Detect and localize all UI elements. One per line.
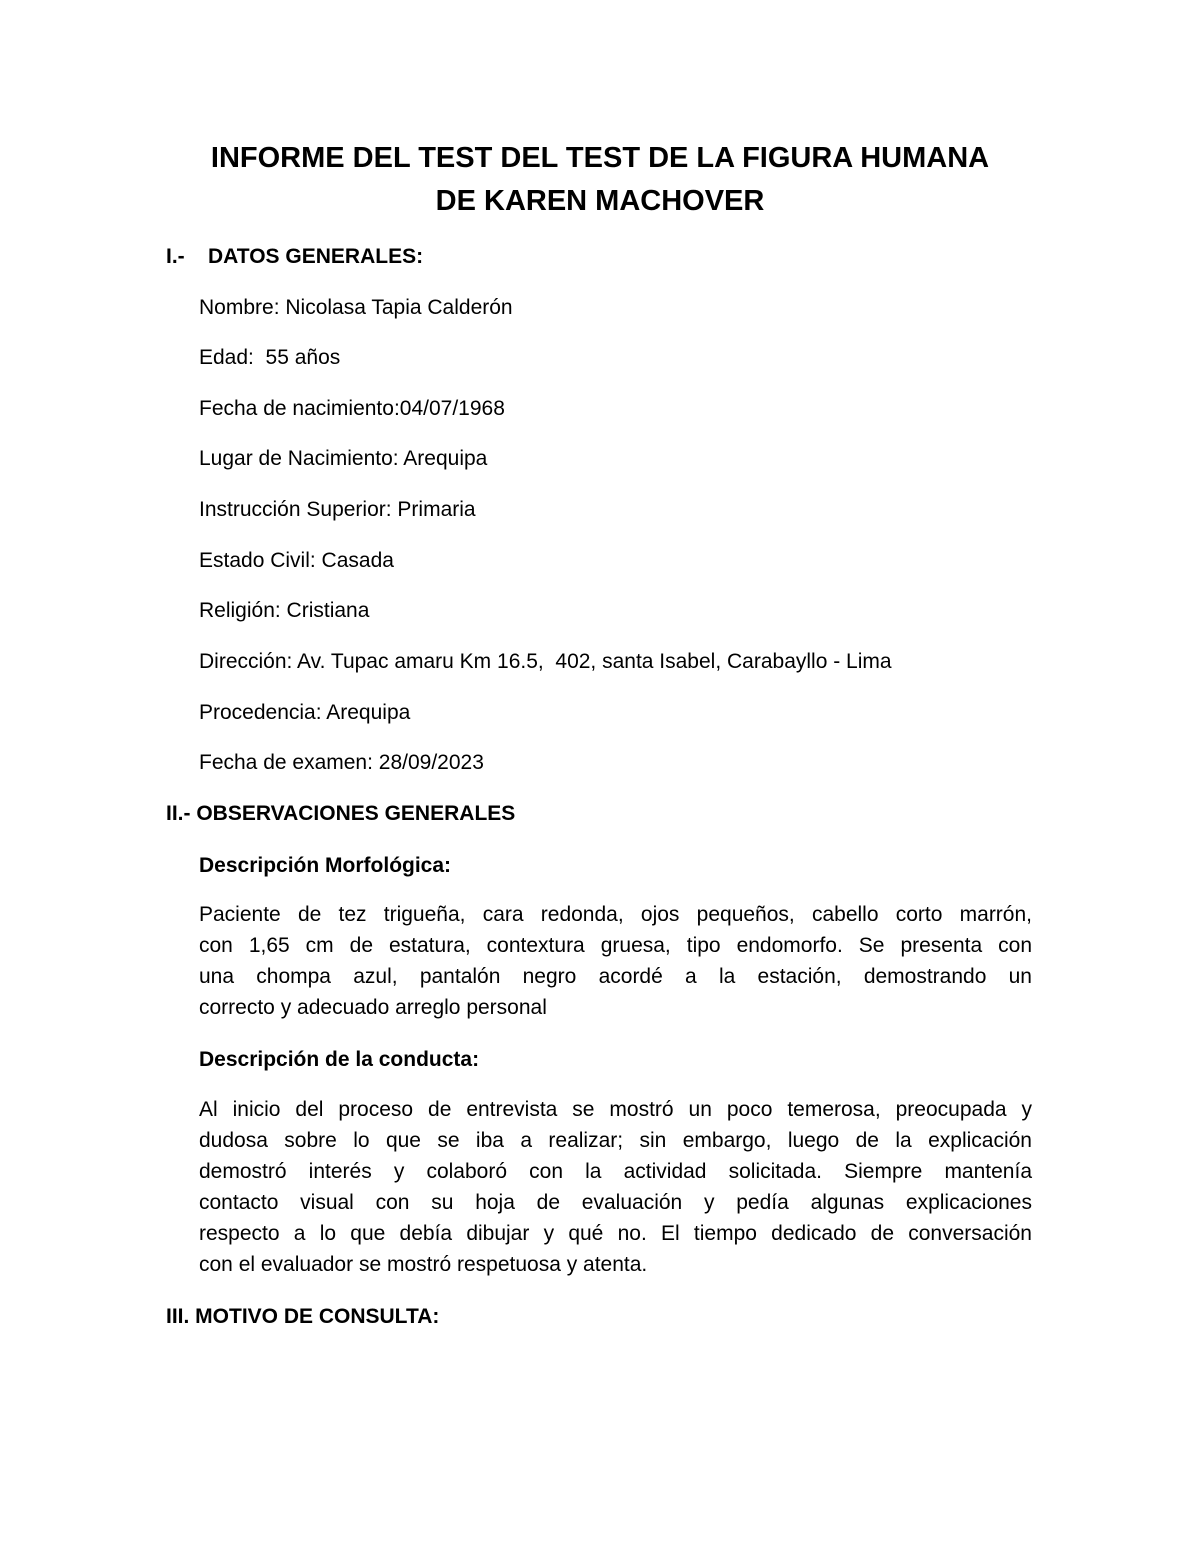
subheading-morfologica: Descripción Morfológica: <box>199 854 452 877</box>
paragraph-line: una chompa azul, pantalón negro acordé a la estación, demostrando un <box>199 965 1032 988</box>
field-fecha-examen: Fecha de examen: 28/09/2023 <box>199 751 484 774</box>
paragraph-line: respecto a lo que debía dibujar y qué no. El tiempo dedicado de conversación <box>199 1222 1032 1245</box>
field-edad: Edad: 55 años <box>199 346 341 369</box>
paragraph-line: con 1,65 cm de estatura, contextura gruesa, tipo endomorfo. Se presenta con <box>199 934 1032 957</box>
section-title: DATOS GENERALES: <box>208 245 424 268</box>
field-procedencia: Procedencia: Arequipa <box>199 701 411 724</box>
paragraph-morfologica <box>199 899 1032 1023</box>
field-instruccion: Instrucción Superior: Primaria <box>199 498 476 521</box>
document-title-line-2: DE KAREN MACHOVER <box>435 185 765 217</box>
field-estado-civil: Estado Civil: Casada <box>199 549 394 572</box>
paragraph-line: Al inicio del proceso de entrevista se mostró un poco temerosa, preocupada y <box>199 1098 1032 1121</box>
section-heading-motivo-consulta: III. MOTIVO DE CONSULTA: <box>166 1305 440 1328</box>
paragraph-line: correcto y adecuado arreglo personal <box>199 996 547 1019</box>
subheading-conducta: Descripción de la conducta: <box>199 1048 480 1071</box>
paragraph-line: dudosa sobre lo que se iba a realizar; sin embargo, luego de la explicación <box>199 1129 1032 1152</box>
field-fecha-nacimiento: Fecha de nacimiento:04/07/1968 <box>199 397 505 420</box>
field-religion: Religión: Cristiana <box>199 599 370 622</box>
paragraph-line: contacto visual con su hoja de evaluación y pedía algunas explicaciones <box>199 1191 1032 1214</box>
section-number: I.- <box>166 245 185 268</box>
paragraph-line: Paciente de tez trigueña, cara redonda, ojos pequeños, cabello corto marrón, <box>199 903 1032 926</box>
paragraph-line: con el evaluador se mostró respetuosa y atenta. <box>199 1253 648 1276</box>
section-heading-observaciones: II.- OBSERVACIONES GENERALES <box>166 802 516 825</box>
paragraph-conducta <box>199 1094 1032 1280</box>
field-nombre: Nombre: Nicolasa Tapia Calderón <box>199 296 513 319</box>
section-heading-datos-generales <box>166 243 423 271</box>
field-lugar-nacimiento: Lugar de Nacimiento: Arequipa <box>199 447 488 470</box>
paragraph-line: demostró interés y colaboró con la actividad solicitada. Siempre mantenía <box>199 1160 1032 1183</box>
document-title-line-1: INFORME DEL TEST DEL TEST DE LA FIGURA HUMANA <box>210 142 990 174</box>
field-direccion: Dirección: Av. Tupac amaru Km 16.5, 402, santa Isabel, Carabayllo - Lima <box>199 650 892 673</box>
